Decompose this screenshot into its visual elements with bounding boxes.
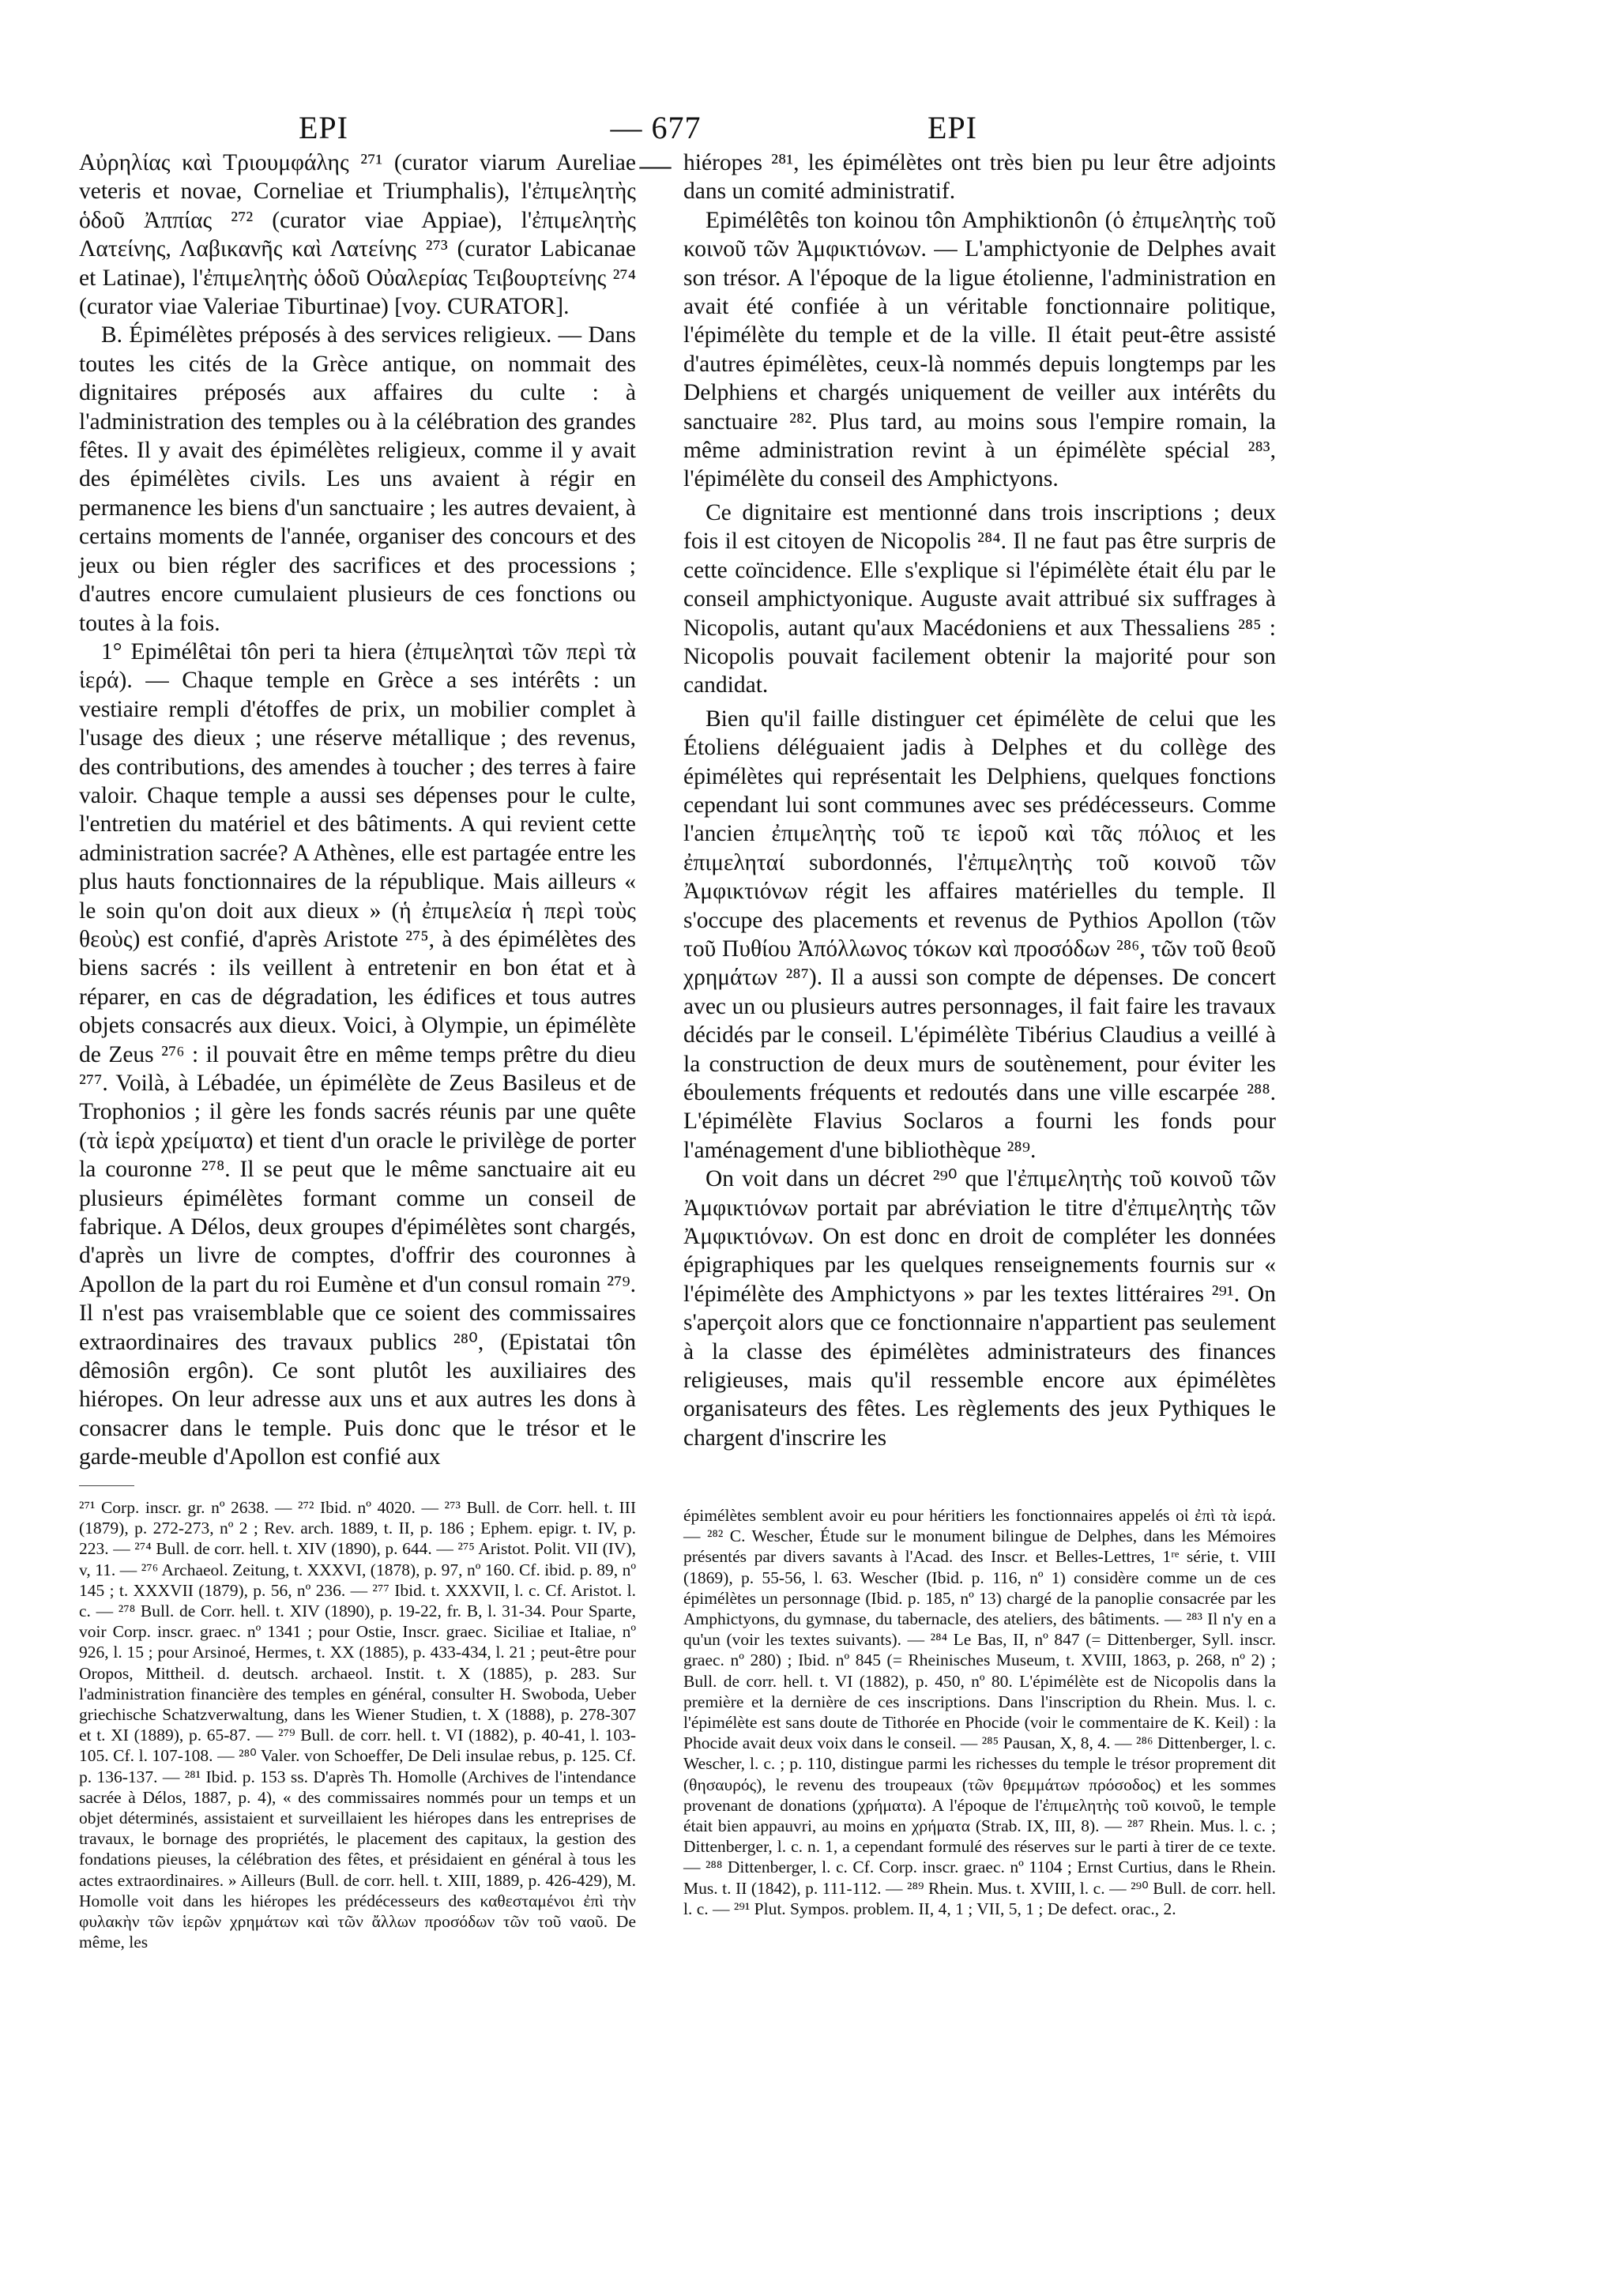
paragraph: B. Épimélètes préposés à des services religieux. — Dans toutes les cités de la Grèce antique, on nommait des dignitaires préposés aux affaires du culte : à l'administration des temples ou à la célébration des grandes fêtes. Il y avait des épimélètes religieux, comme il y avait des épimélètes civils. Les uns avaient à régir en permanence les biens d'un sanctuaire ; les autres devaient, à certains moments de l'année, organiser des concours et des jeux ou bien régler des sacrifices et des processions ; d'autres encore cumulaient plusieurs de ces fonctions ou toutes à la fois. — [79, 322, 636, 636]
footnote-text: épimélètes semblent avoir eu pour héritiers les fonctionnaires appelés οἱ ἐπὶ τὰ ἱερά. — ²⁸² C. Wescher, Étude sur le monument bilingue de Delphes, dans les Mémoires présentés par divers savants à l'Acad. des Inscr. et Belles-Lettres, 1ʳᵉ série, t. VIII (1869), p. 55-56, l. 63. Wescher (Ibid. p. 116, nº 1) considère comme un de ces épimélètes un personnage (Ibid. p. 185, nº 13) chargé de la panoplie consacrée par les Amphictyons, du gymnase, du tabernacle, des ateliers, des bâtiments. — ²⁸³ Il n'y en a qu'un (voir les textes suivants). — ²⁸⁴ Le Bas, II, nº 847 (= Dittenberger, Syll. inscr. graec. nº 280) ; Ibid. nº 845 (= Rheinisches Museum, t. XVIII, 1863, p. 268, nº 2) ; Bull. de corr. hell. t. VI (1882), p. 450, nº 80. L'épimélète est de Nicopolis dans la première et la dernière de ces inscriptions. Dans l'inscription du Rhein. Mus. l. c. l'épimélète est sans doute de Tithorée en Phocide (voir le commentaire de K. Keil) : la Phocide avait deux voix dans le conseil. — ²⁸⁵ Pausan, X, 8, 4. — ²⁸⁶ Dittenberger, l. c. Wescher, l. c. ; p. 110, distingue parmi les richesses du temple le trésor proprement dit (θησαυρός), le revenu des troupeaux (τῶν θρεμμάτων πρόσοδος) et les sommes provenant de donations (χρήματα). A l'époque de l'ἐπιμελητὴς τοῦ κοινοῦ, le temple était bien appauvri, au moins en χρήματα (Strab. IX, III, 8). — ²⁸⁷ Rhein. Mus. l. c. ; Dittenberger, l. c. n. 1, a cependant formulé des réserves sur le parti à tirer de ce texte. — ²⁸⁸ Dittenberger, l. c. Cf. Corp. inscr. graec. nº 1104 ; Ernst Curtius, dans le Rhein. Mus. t. II (1842), p. 111-112. — ²⁸⁹ Rhein. Mus. t. XVIII, l. c. — ²⁹⁰ Bull. de corr. hell. l. c. — ²⁹¹ Plut. Sympos. problem. II, 4, 1 ; VII, 5, 1 ; De defect. orac., 2. — [683, 1506, 1276, 1918]
left-column — [79, 149, 636, 1472]
paragraph: Epimélêtês ton koinou tôn Amphiktionôn (ὁ ἐπιμελητὴς τοῦ κοινοῦ τῶν Ἀμφικτιόνων. — L'amphictyonie de Delphes avait son trésor. A l'époque de la ligue étolienne, l'administration en avait été confiée à un véritable fonctionnaire politique, l'épimélète du temple et de la ville. Il était peut-être assisté d'autres épimélètes, ceux-là nommés depuis longtemps par les Delphiens et chargés uniquement de veiller aux intérêts du sanctuaire ²⁸². Plus tard, au moins sous l'empire romain, la même administration revint à un épimélète spécial ²⁸³, l'épimélète du conseil des Amphictyons. — [683, 207, 1276, 492]
page-number: — 677 — — [610, 110, 702, 183]
footnote-rule — [79, 1485, 134, 1486]
paragraph: 1° Epimélêtai tôn peri ta hiera (ἐπιμεληταὶ τῶν περὶ τὰ ἱερά). — Chaque temple en Grèce a ses intérêts : un vestiaire rempli d'étoffes de prix, un mobilier complet à l'usage des dieux ; une réserve métallique ; des revenus, des contributions, des amendes à toucher ; des terres à faire valoir. Chaque temple a aussi ses dépenses pour le culte, l'entretien du matériel et des bâtiments. A qui revient cette administration sacrée? A Athènes, elle est partagée entre les plus hauts fonctionnaires de la république. Mais ailleurs « le soin qu'on doit aux dieux » (ἡ ἐπιμελεία ἡ περὶ τοὺς θεοὺς) est confié, d'après Aristote ²⁷⁵, à des épimélètes des biens sacrés : ils veillent à entretenir en bon état et à réparer, en cas de dégradation, les édifices et tous autres objets consacrés aux dieux. Voici, à Olympie, un épimélète de Zeus ²⁷⁶ : il pouvait être en même temps prêtre du dieu ²⁷⁷. Voilà, à Lébadée, un épimélète de Zeus Basileus et de Trophonios ; il gère les fonds sacrés réunis par une quête (τὰ ἱερὰ χρείματα) et tient d'un oracle le privilège de porter la couronne ²⁷⁸. Il se peut que le même sanctuaire ait eu plusieurs épimélètes formant comme un conseil de fabrique. A Délos, deux groupes d'épimélètes sont chargés, d'après un livre de comptes, d'offrir des couronnes à Apollon de la part du roi Eumène et d'un consul romain ²⁷⁹. Il n'est pas vraisemblable que ce soient des commissaires extraordinaires des travaux publics ²⁸⁰, (Epistatai tôn dêmosiôn ergôn). Ce sont plutôt les auxiliaires des hiéropes. On leur adresse aux uns et aux autres les dons à consacrer dans le temple. Puis donc que le trésor et le garde-meuble d'Apollon est confié aux — [79, 638, 636, 1470]
paragraph: On voit dans un décret ²⁹⁰ que l'ἐπιμελητὴς τοῦ κοινοῦ τῶν Ἀμφικτιόνων portait par abréviation le titre d'ἐπιμελητὴς τῶν Ἀμφικτιόνων. On est donc en droit de compléter les données épigraphiques par les quelques renseignements fournis sur « l'épimélète des Amphictyons » par les textes littéraires ²⁹¹. On s'aperçoit alors que ce fonctionnaire n'appartient pas seulement à la classe des épimélètes administrateurs des finances religieuses, mais qu'il ressemble encore aux épimélètes organisateurs des fêtes. Les règlements des jeux Pythiques le chargent d'inscrire les — [683, 1166, 1276, 1451]
running-head-right: EPI — [928, 110, 977, 145]
footnote-text: ²⁷¹ Corp. inscr. gr. nº 2638. — ²⁷² Ibid. nº 4020. — ²⁷³ Bull. de Corr. hell. t. III (1879), p. 272-273, nº 2 ; Rev. arch. 1889, t. II, p. 186 ; Ephem. epigr. t. IV, p. 223. — ²⁷⁴ Bull. de corr. hell. t. XIV (1890), p. 644. — ²⁷⁵ Aristot. Polit. VII (IV), v, 11. — ²⁷⁶ Archaeol. Zeitung, t. XXXVI, (1878), p. 97, nº 160. Cf. ibid. p. 89, nº 145 ; t. XXXVII (1879), p. 56, nº 236. — ²⁷⁷ Ibid. t. XXXVII, l. c. Cf. Aristot. l. c. — ²⁷⁸ Bull. de Corr. hell. t. XIV (1890), p. 19-22, fr. B, l. 31-34. Pour Sparte, voir Corp. inscr. graec. nº 1341 ; pour Ostie, Inscr. graec. Siciliae et Italiae, nº 926, l. 15 ; pour Arsinoé, Hermes, t. XX (1885), p. 433-434, l. 21 ; peut-être pour Oropos, Mittheil. d. deutsch. archaeol. Instit. t. X (1885), p. 283. Sur l'administration financière des temples en général, consulter H. Swoboda, Ueber griechische Schatzverwaltung, dans les Wiener Studien, t. X (1888), p. 278-307 et t. XI (1889), p. 65-87. — ²⁷⁹ Bull. de corr. hell. t. VI (1882), p. 40-41, l. 103-105. Cf. l. 107-108. — ²⁸⁰ Valer. von Schoeffer, De Deli insulae rebus, p. 125. Cf. p. 136-137. — ²⁸¹ Ibid. p. 153 ss. D'après Th. Homolle (Archives de l'intendance sacrée à Délos, 1887, p. 4), « des commissaires nommés pour un temps et un objet déterminés, assistaient et surveillaient les hiéropes dans les entreprises de travaux, le bornage des propriétés, le placement des capitaux, la gestion des fondations pieuses, la célébration des fêtes, et présidaient en général à tous les actes extraordinaires. » Ailleurs (Bull. de corr. hell. t. XIII, 1889, p. 426-429), M. Homolle voit dans les hiéropes les prédécesseurs des καθεσταμένοι ἐπὶ τὴν φυλακὴν τῶν ἱερῶν χρημάτων καὶ τῶν ἄλλων προσόδων τῶν τοῦ ναοῦ. De même, les — [79, 1498, 636, 1952]
paragraph: Αὐρηλίας καὶ Τριουμφάλης ²⁷¹ (curator viarum Aureliae veteris et novae, Corneliae et Triumphalis), l'ἐπιμελητὴς ὁδοῦ Ἀππίας ²⁷² (curator viae Appiae), l'ἐπιμελητὴς Λατείνης, Λαβικανῆς καὶ Λατείνης ²⁷³ (curator Labicanae et Latinae), l'ἐπιμελητὴς ὁδοῦ Οὐαλερίας Τειβουρτείνης ²⁷⁴ (curator viae Valeriae Tiburtinae) [voy. CURATOR]. — [79, 150, 636, 320]
paragraph: Bien qu'il faille distinguer cet épimélète de celui que les Étoliens déléguaient jadis à Delphes et du collège des épimélètes qui représentait les Delphiens, quelques fonctions cependant lui sont communes avec ses prédécesseurs. Comme l'ancien ἐπιμελητὴς τοῦ τε ἱεροῦ καὶ τᾶς πόλιος et les ἐπιμεληταί subordonnés, l'ἐπιμελητὴς τοῦ κοινοῦ τῶν Ἀμφικτιόνων régit les affaires matérielles du temple. Il s'occupe des placements et revenus de Pythios Apollon (τῶν τοῦ Πυθίου Ἀπόλλωνος τόκων καὶ προσόδων ²⁸⁶, τῶν τοῦ θεοῦ χρημάτων ²⁸⁷). Il a aussi son compte de dépenses. De concert avec un ou plusieurs autres personnages, il fait faire les travaux décidés par le conseil. L'épimélète Tibérius Claudius a veillé à la construction de deux murs de soutènement, pour éviter les éboulements fréquents et redoutés dans une ville escarpée ²⁸⁸. L'épimélète Flavius Soclaros a fourni les fonds pour l'aménagement d'une bibliothèque ²⁸⁹. — [683, 706, 1276, 1163]
paragraph: Ce dignitaire est mentionné dans trois inscriptions ; deux fois il est citoyen de Nicopolis ²⁸⁴. Il ne faut pas être surpris de cette coïncidence. Elle s'explique si l'épimélète était élu par le conseil amphictyonique. Auguste avait attribué six suffrages à Nicopolis, autant qu'aux Macédoniens et aux Thessaliens ²⁸⁵ : Nicopolis pouvait facilement obtenir la majorité pour son candidat. — [683, 499, 1276, 698]
footnotes-right — [683, 1505, 1276, 1919]
paragraph: hiéropes ²⁸¹, les épimélètes ont très bien pu leur être adjoints dans un comité administratif. — [683, 150, 1276, 205]
running-head-left: EPI — [299, 110, 348, 145]
footnotes-left — [79, 1497, 636, 1952]
right-column — [683, 149, 1276, 1452]
